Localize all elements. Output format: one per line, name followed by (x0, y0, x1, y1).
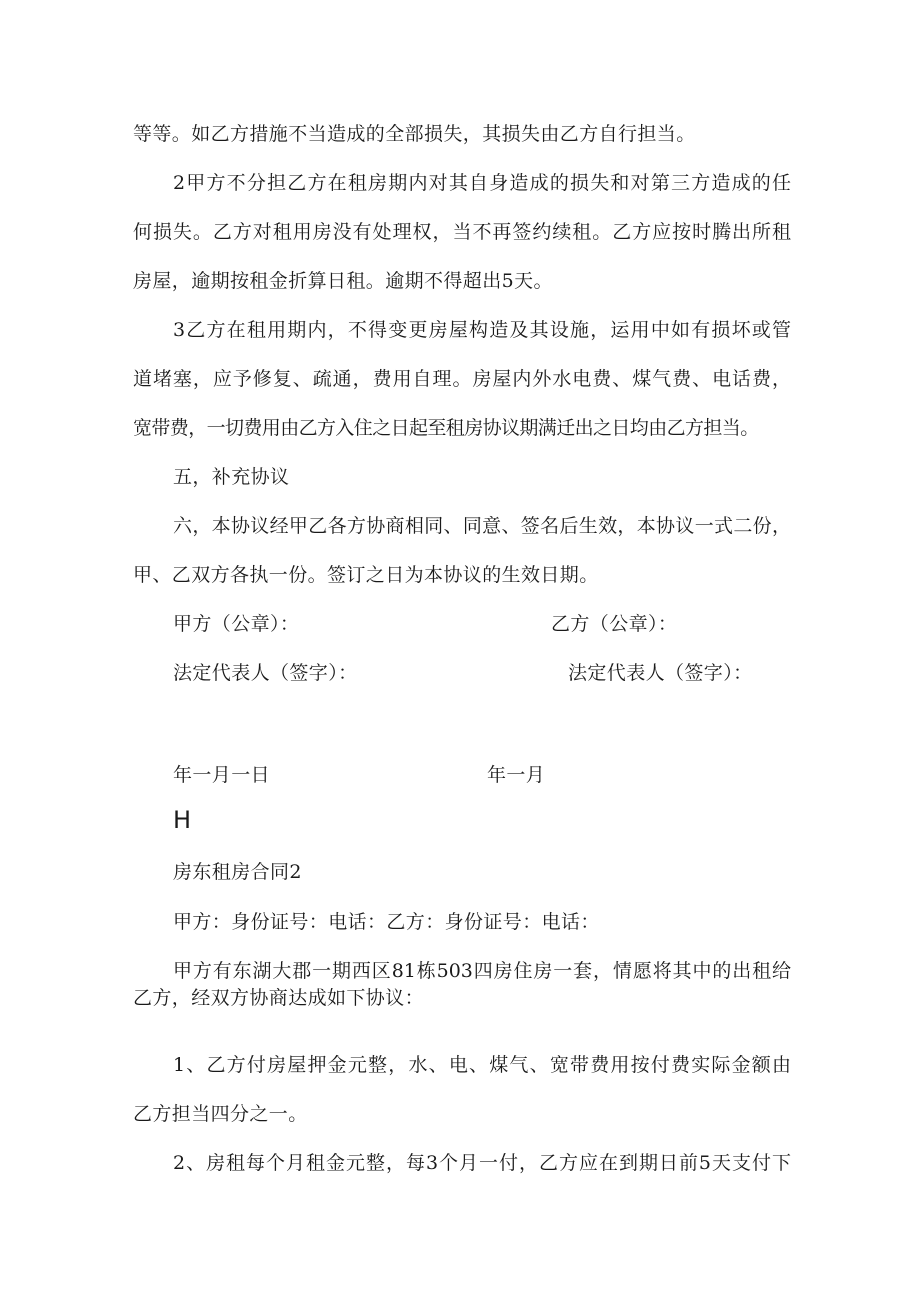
contract2-parties: 甲方：身份证号：电话：乙方：身份证号：电话： (173, 911, 600, 933)
date-a-label: 年一月一日 (173, 764, 271, 786)
paragraph-line-10: 甲、乙双方各执一份。签订之日为本协议的生效日期。 (133, 564, 599, 586)
paragraph-line-6: 道堵塞，应予修复、疏通，费用自理。房屋内外水电费、煤气费、电话费， (133, 368, 791, 390)
party-b-seal-label: 乙方（公章）： (551, 613, 678, 635)
section-marker: H (173, 806, 192, 834)
party-a-seal-label: 甲方（公章）： (173, 613, 300, 635)
contract2-item1-line-2: 乙方担当四分之一。 (133, 1103, 308, 1125)
paragraph-line-4: 房屋，逾期按租金折算日租。逾期不得超出5天。 (133, 270, 553, 292)
paragraph-line-9: 六，本协议经甲乙各方协商相同、同意、签名后生效，本协议一式二份， (173, 515, 791, 537)
paragraph-line-5: 3乙方在租用期内，不得变更房屋构造及其设施，运用中如有损坏或管 (173, 319, 791, 341)
contract2-intro-line-2: 乙方，经双方协商达成如下协议： (133, 987, 425, 1009)
party-a-rep-label: 法定代表人（签字）： (173, 662, 358, 684)
paragraph-line-2: 2甲方不分担乙方在租房期内对其自身造成的损失和对第三方造成的任 (173, 172, 791, 194)
contract2-title: 房东租房合同2 (173, 861, 302, 883)
contract2-intro-line-1: 甲方有东湖大郡一期西区81栋503四房住房一套，情愿将其中的出租给 (173, 960, 791, 982)
paragraph-line-7: 宽带费，一切费用由乙方入住之日起至租房协议期满迁出之日均由乙方担当。 (133, 417, 759, 439)
contract2-item2-line-1: 2、房租每个月租金元整，每3个月一付，乙方应在到期日前5天支付下 (173, 1152, 791, 1174)
section-heading-supplement: 五，补充协议 (173, 466, 290, 488)
date-b-label: 年一月 (487, 764, 546, 786)
party-b-rep-label: 法定代表人（签字）： (568, 662, 753, 684)
paragraph-line-3: 何损失。乙方对租用房没有处理权，当不再签约续租。乙方应按时腾出所租 (133, 221, 791, 243)
contract2-item1-line-1: 1、乙方付房屋押金元整，水、电、煤气、宽带费用按付费实际金额由 (173, 1054, 791, 1076)
paragraph-line-1: 等等。如乙方措施不当造成的全部损失，其损失由乙方自行担当。 (133, 123, 696, 145)
